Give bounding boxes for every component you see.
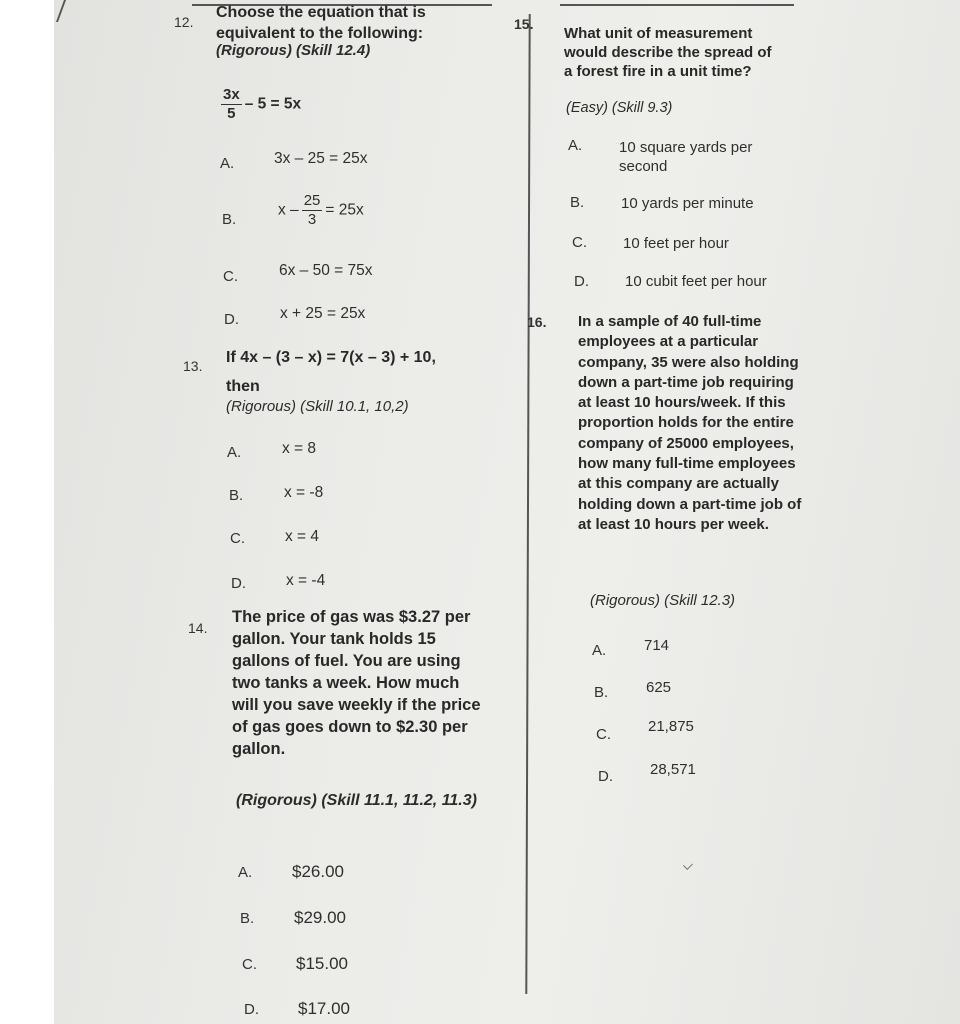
question-stem: If 4x – (3 – x) = 7(x – 3) + 10, [226, 349, 436, 366]
choice-text: x = 4 [285, 528, 320, 545]
choice-letter: C. [596, 726, 611, 743]
choice-letter: B. [570, 194, 585, 211]
top-rule-right [560, 4, 794, 6]
choice-letter: A. [568, 137, 583, 154]
question-stem: In a sample of 40 full-time employees at a particular company, 35 were also holding down a part-time job requiring at least 10 hours/week. If this proportion holds for the entire company of 25000 employees, how many full-time employees at this company are actually holding down a part-time job of at least 10 hours per week. [578, 313, 802, 533]
choice-letter: B. [222, 211, 237, 228]
choice-text: 10 square yards per second [619, 139, 753, 175]
choice-letter: C. [230, 530, 245, 547]
choice-text: 21,875 [648, 718, 694, 735]
choice-letter: A. [592, 642, 607, 659]
choice-letter: C. [242, 956, 257, 973]
fraction [302, 192, 323, 229]
choice-letter: C. [223, 268, 238, 285]
question-number: 16. [527, 314, 547, 330]
equation-rest: – 5 = 5x [244, 95, 302, 113]
difficulty-skill-tag: (Rigorous) (Skill 12.3) [590, 592, 736, 609]
given-equation [218, 86, 301, 123]
choice-letter: A. [238, 864, 253, 881]
fraction [221, 86, 242, 123]
choice-text: $15.00 [296, 954, 348, 973]
choice-text: x = -8 [284, 484, 324, 501]
choice-letter: D. [244, 1001, 259, 1018]
choice-text: 10 feet per hour [623, 235, 729, 252]
choice-text: x = -4 [286, 572, 326, 589]
choice-letter: B. [594, 684, 609, 701]
choice-text: $17.00 [298, 999, 350, 1018]
question-stem-continued: then [226, 378, 260, 395]
expr-pre: x – [278, 201, 299, 219]
choice-letter: A. [220, 155, 235, 172]
question-number: 15. [514, 16, 534, 32]
question-stem: What unit of measurement would describe the spread of a forest fire in a unit time? [564, 25, 772, 80]
difficulty-skill-tag: (Rigorous) (Skill 12.4) [216, 42, 371, 59]
choice-text: x = 8 [282, 440, 317, 457]
choice-letter: A. [227, 444, 242, 461]
choice-letter: D. [224, 311, 239, 328]
difficulty-skill-tag: (Rigorous) (Skill 11.1, 11.2, 11.3) [236, 792, 477, 809]
choice-text: 10 yards per minute [621, 195, 754, 212]
choice-letter: D. [574, 273, 589, 290]
choice-text: 10 cubit feet per hour [625, 273, 767, 290]
choice-fraction-expression [278, 192, 364, 229]
question-number: 14. [188, 620, 208, 636]
choice-text: 3x – 25 = 25x [274, 150, 368, 167]
numerator: 25 [303, 192, 321, 209]
choice-text: 6x – 50 = 75x [279, 262, 373, 279]
book-page [54, 0, 960, 1024]
choice-text: 714 [644, 637, 670, 654]
denominator: 3 [307, 211, 317, 228]
difficulty-skill-tag: (Easy) (Skill 9.3) [566, 100, 673, 116]
choice-letter: D. [231, 575, 246, 592]
choice-text: 28,571 [650, 761, 696, 778]
choice-letter: C. [572, 234, 587, 251]
numerator: 3x [223, 86, 240, 103]
choice-text: $29.00 [294, 908, 346, 927]
expr-post: = 25x [325, 201, 364, 219]
denominator: 5 [227, 105, 236, 122]
question-number: 12. [174, 14, 194, 30]
choice-letter: B. [240, 910, 255, 927]
choice-text: 625 [646, 679, 672, 696]
choice-text: $26.00 [292, 862, 344, 881]
choice-letter: D. [598, 768, 613, 785]
question-stem: Choose the equation that is equivalent to the following: [216, 4, 426, 42]
question-number: 13. [183, 358, 203, 374]
difficulty-skill-tag: (Rigorous) (Skill 10.1, 10,2) [226, 398, 409, 415]
question-stem: The price of gas was $3.27 per gallon. Your tank holds 15 gallons of fuel. You are using two tanks a week. How much will you save weekly if the price of gas goes down to $2.30 per gallon. [232, 608, 481, 758]
choice-text: x + 25 = 25x [280, 305, 366, 322]
choice-letter: B. [229, 487, 244, 504]
